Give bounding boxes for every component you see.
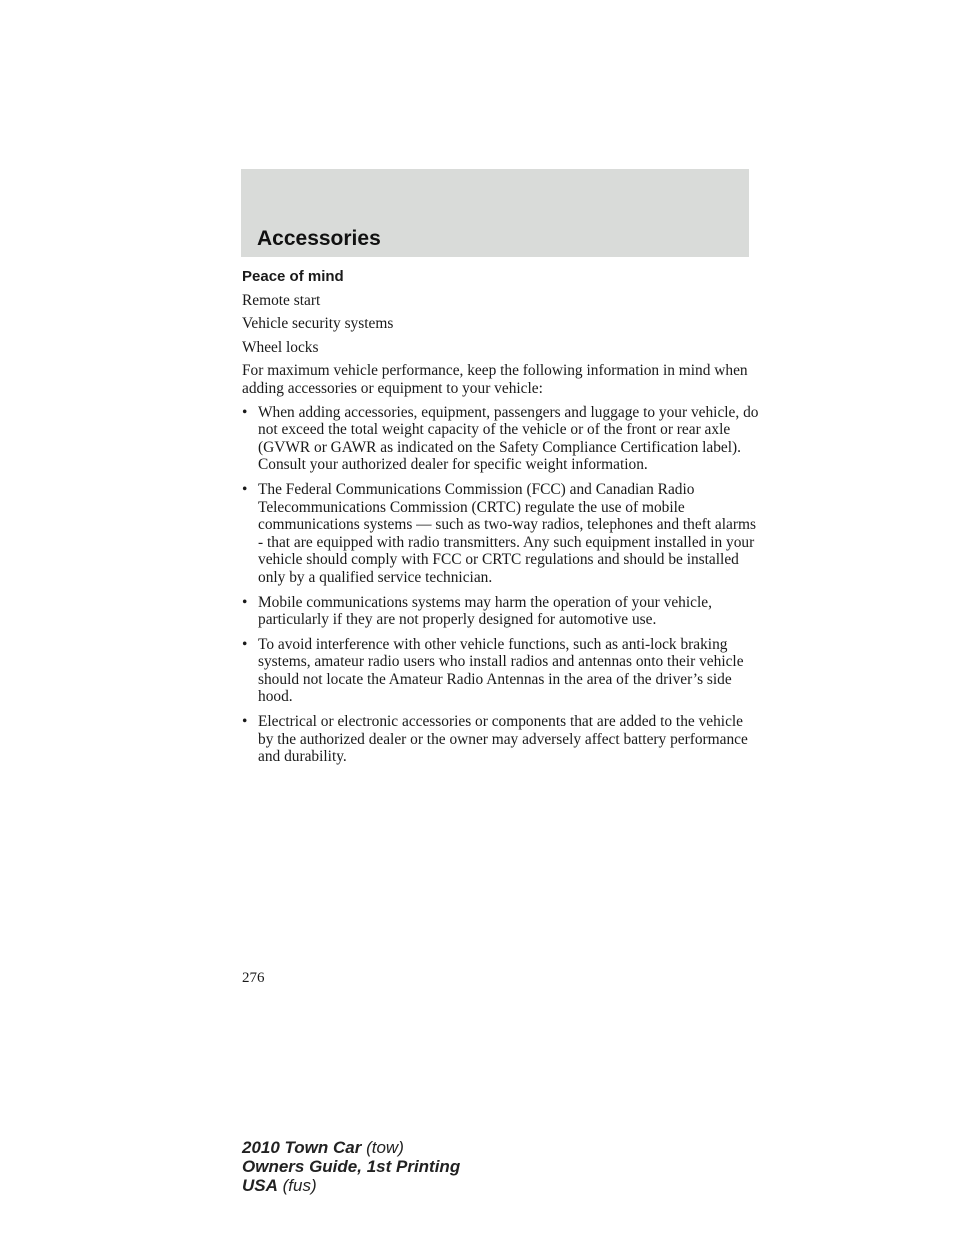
page-content bbox=[242, 268, 762, 773]
footer-model-code: (tow) bbox=[366, 1138, 404, 1157]
footer-line-model bbox=[242, 1138, 460, 1157]
footer-model-name: 2010 Town Car bbox=[242, 1138, 362, 1157]
bullet-item bbox=[242, 404, 762, 474]
section-title: Accessories bbox=[257, 227, 381, 250]
list-item: Vehicle security systems bbox=[242, 315, 394, 333]
intro-paragraph: For maximum vehicle performance, keep the following information in mind when adding accessories or equipment to your vehicle: bbox=[242, 362, 748, 397]
bullet-text: When adding accessories, equipment, passengers and luggage to your vehicle, do not exceed the total weight capacity of the vehicle or of the front or rear axle (GVWR or GAWR as indicated on the Safety Compliance Certification label). Consult your authorized dealer for specific weight information. bbox=[258, 403, 759, 474]
footer-line-printing: Owners Guide, 1st Printing bbox=[242, 1157, 461, 1176]
footer-market-code: (fus) bbox=[282, 1176, 317, 1195]
bullet-text: Electrical or electronic accessories or components that are added to the vehicle by the authorized dealer or the owner may adversely affect battery performance and durability. bbox=[258, 713, 748, 766]
bullet-item bbox=[242, 594, 762, 629]
bullet-text: Mobile communications systems may harm the operation of your vehicle, particularly if they are not properly designed for automotive use. bbox=[258, 593, 712, 629]
bullet-icon: • bbox=[242, 480, 248, 498]
section-header-band bbox=[241, 169, 749, 257]
list-item: Wheel locks bbox=[242, 338, 319, 356]
bullet-list bbox=[242, 404, 762, 766]
bullet-item bbox=[242, 636, 762, 706]
bullet-icon: • bbox=[242, 635, 248, 653]
bullet-text: The Federal Communications Commission (FCC) and Canadian Radio Telecommunications Commission (CRTC) regulate the use of mobile communications systems — such as two-way radios, telephones and theft alarms - that are equipped with radio transmitters. Any such equipment installed in your vehicle should comply with FCC or CRTC regulations and should be installed only by a qualified service technician. bbox=[258, 480, 756, 586]
bullet-icon: • bbox=[242, 403, 248, 421]
bullet-item bbox=[242, 481, 762, 587]
document-footer bbox=[242, 1138, 460, 1195]
bullet-icon: • bbox=[242, 713, 248, 731]
footer-line-market bbox=[242, 1176, 460, 1195]
bullet-text: To avoid interference with other vehicle functions, such as anti-lock braking systems, amateur radio users who install radios and antennas onto their vehicle should not locate the Amateur Radio Antennas in the area of the driver’s side hood. bbox=[258, 635, 744, 706]
subsection-heading: Peace of mind bbox=[242, 268, 344, 285]
bullet-item bbox=[242, 713, 762, 766]
list-item: Remote start bbox=[242, 291, 321, 309]
footer-market-name: USA bbox=[242, 1176, 278, 1195]
page-number: 276 bbox=[242, 970, 265, 986]
bullet-icon: • bbox=[242, 593, 248, 611]
